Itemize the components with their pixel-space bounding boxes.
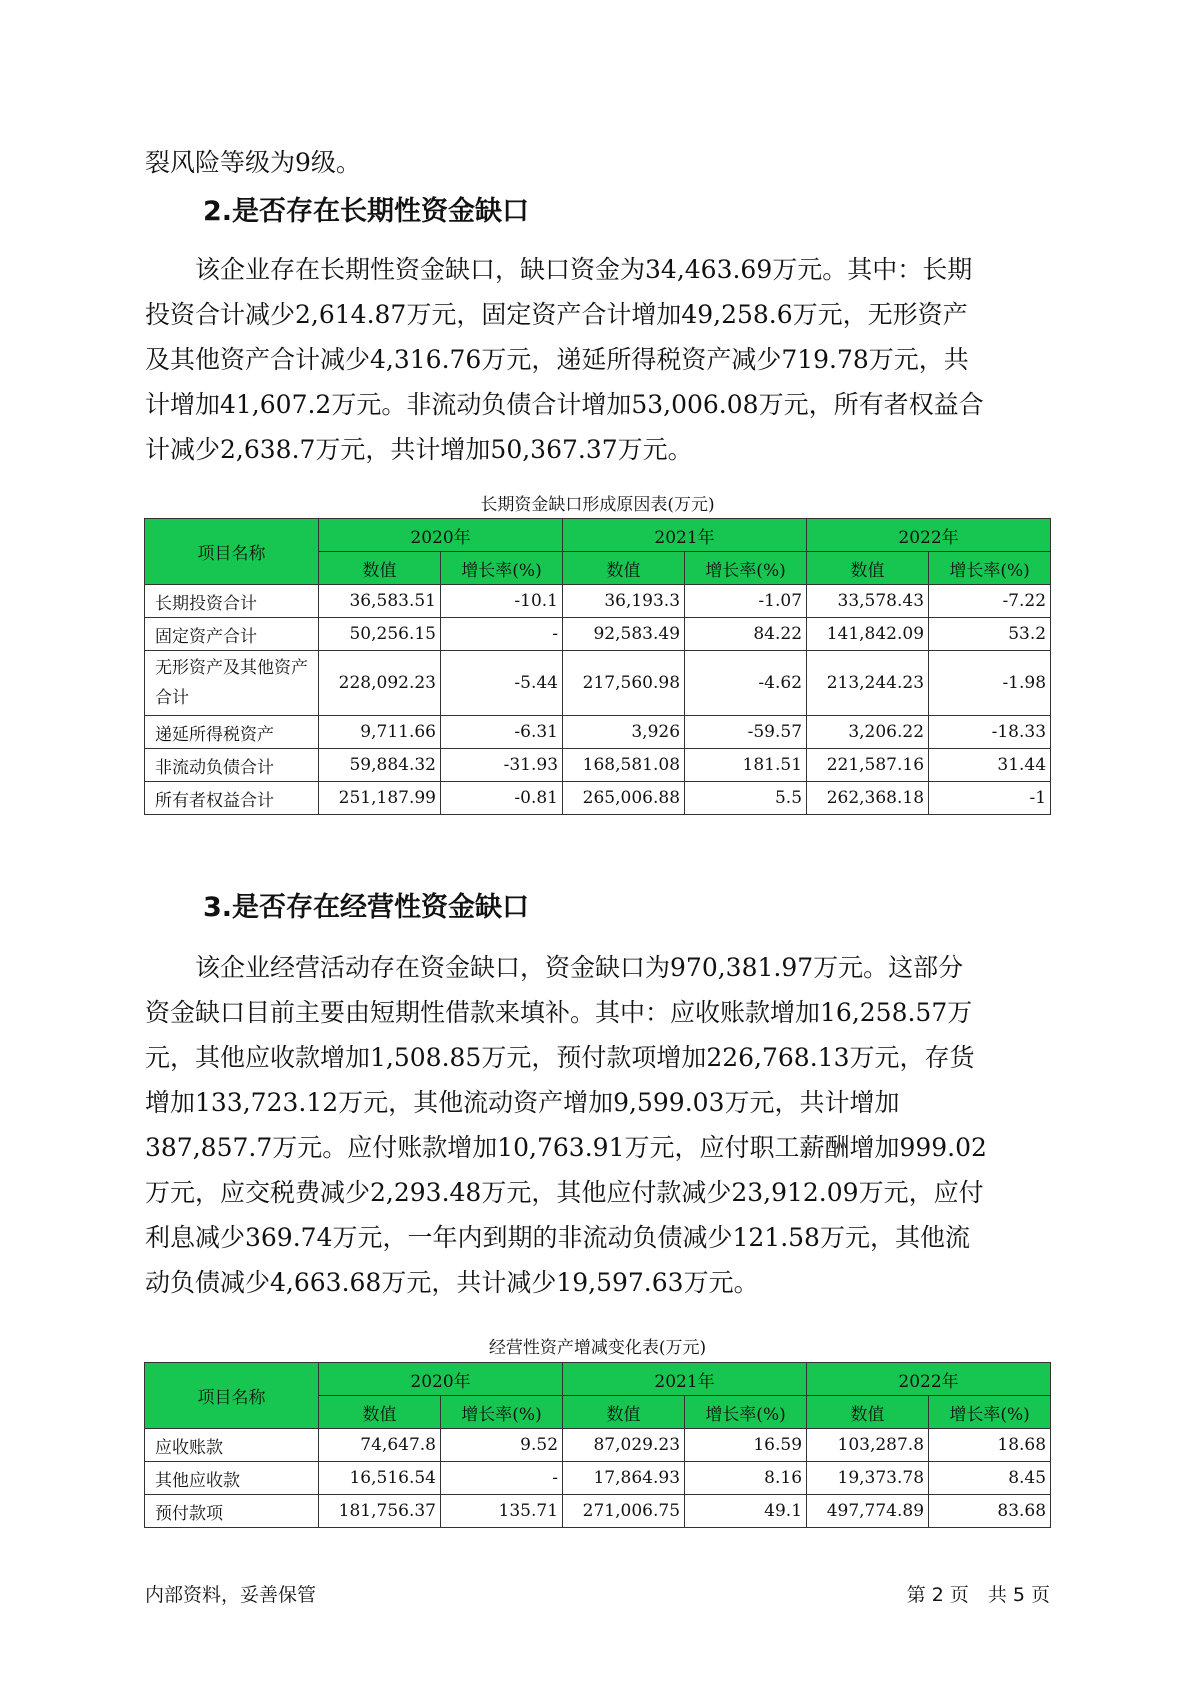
- rate-cell: -: [441, 618, 563, 651]
- paragraph-line: 动负债减少4,663.68万元，共计减少19,597.63万元。: [145, 1268, 759, 1297]
- value-cell: 265,006.88: [563, 782, 685, 815]
- rate-cell: -4.62: [685, 651, 807, 716]
- rate-cell: 8.45: [929, 1462, 1051, 1495]
- rate-cell: 181.51: [685, 749, 807, 782]
- table-row: [145, 1495, 1051, 1528]
- rate-cell: 31.44: [929, 749, 1051, 782]
- rate-cell: 9.52: [441, 1429, 563, 1462]
- value-cell: 9,711.66: [319, 716, 441, 749]
- rate-cell: -31.93: [441, 749, 563, 782]
- row-name: 其他应收款: [145, 1462, 319, 1495]
- rate-cell: -5.44: [441, 651, 563, 716]
- row-name: 递延所得税资产: [145, 716, 319, 749]
- value-cell: 217,560.98: [563, 651, 685, 716]
- year-header: 2021年: [563, 1363, 807, 1396]
- value-header: 数值: [807, 1396, 929, 1429]
- long-term-funding-gap-table: [144, 518, 1051, 815]
- year-header: 2022年: [807, 1363, 1051, 1396]
- rate-cell: 135.71: [441, 1495, 563, 1528]
- rate-cell: -6.31: [441, 716, 563, 749]
- value-cell: 271,006.75: [563, 1495, 685, 1528]
- growth-rate-header: 增长率(%): [685, 552, 807, 585]
- value-header: 数值: [563, 1396, 685, 1429]
- item-name-header: 项目名称: [145, 519, 319, 585]
- value-cell: 213,244.23: [807, 651, 929, 716]
- year-header: 2022年: [807, 519, 1051, 552]
- paragraph-line: 计减少2,638.7万元，共计增加50,367.37万元。: [145, 435, 693, 464]
- value-cell: 50,256.15: [319, 618, 441, 651]
- value-cell: 87,029.23: [563, 1429, 685, 1462]
- table-row: [145, 618, 1051, 651]
- paragraph-line: 计增加41,607.2万元。非流动负债合计增加53,006.08万元，所有者权益合: [145, 390, 984, 419]
- paragraph-line: 投资合计减少2,614.87万元，固定资产合计增加49,258.6万元，无形资产: [145, 300, 968, 329]
- value-cell: 92,583.49: [563, 618, 685, 651]
- rate-cell: 53.2: [929, 618, 1051, 651]
- paragraph-line: 资金缺口目前主要由短期性借款来填补。其中：应收账款增加16,258.57万: [145, 998, 973, 1027]
- rate-cell: 16.59: [685, 1429, 807, 1462]
- value-cell: 181,756.37: [319, 1495, 441, 1528]
- table-row: [145, 782, 1051, 815]
- value-cell: 19,373.78: [807, 1462, 929, 1495]
- growth-rate-header: 增长率(%): [685, 1396, 807, 1429]
- value-cell: 228,092.23: [319, 651, 441, 716]
- row-name: 无形资产及其他资产合计: [145, 651, 319, 716]
- section-2-heading: 2.是否存在长期性资金缺口: [203, 196, 530, 227]
- rate-cell: -10.1: [441, 585, 563, 618]
- rate-cell: 5.5: [685, 782, 807, 815]
- row-name: 非流动负债合计: [145, 749, 319, 782]
- value-cell: 141,842.09: [807, 618, 929, 651]
- paragraph-line: 387,857.7万元。应付账款增加10,763.91万元，应付职工薪酬增加999.02: [145, 1133, 987, 1162]
- rate-cell: -1: [929, 782, 1051, 815]
- value-cell: 103,287.8: [807, 1429, 929, 1462]
- footer-confidential-note: 内部资料，妥善保管: [145, 1584, 317, 1606]
- rate-cell: -7.22: [929, 585, 1051, 618]
- growth-rate-header: 增长率(%): [441, 1396, 563, 1429]
- row-name: 应收账款: [145, 1429, 319, 1462]
- intro-paragraph: 裂风险等级为9级。: [145, 148, 361, 177]
- item-name-header: 项目名称: [145, 1363, 319, 1429]
- section-2-paragraph: [145, 247, 1050, 472]
- rate-cell: -0.81: [441, 782, 563, 815]
- value-cell: 3,926: [563, 716, 685, 749]
- value-header: 数值: [319, 552, 441, 585]
- operating-assets-change-table: [144, 1362, 1051, 1528]
- value-cell: 251,187.99: [319, 782, 441, 815]
- value-cell: 59,884.32: [319, 749, 441, 782]
- table-row: [145, 749, 1051, 782]
- table-row: [145, 716, 1051, 749]
- value-cell: 168,581.08: [563, 749, 685, 782]
- footer-page-number: 第 2 页 共 5 页: [906, 1584, 1050, 1606]
- value-header: 数值: [807, 552, 929, 585]
- value-cell: 33,578.43: [807, 585, 929, 618]
- value-header: 数值: [319, 1396, 441, 1429]
- value-cell: 497,774.89: [807, 1495, 929, 1528]
- rate-cell: 49.1: [685, 1495, 807, 1528]
- table-row: [145, 1462, 1051, 1495]
- paragraph-line: 万元，应交税费减少2,293.48万元，其他应付款减少23,912.09万元，应付: [145, 1178, 984, 1207]
- rate-cell: -59.57: [685, 716, 807, 749]
- year-header: 2021年: [563, 519, 807, 552]
- paragraph-line: 元，其他应收款增加1,508.85万元，预付款项增加226,768.13万元，存货: [145, 1043, 975, 1072]
- rate-cell: -1.98: [929, 651, 1051, 716]
- growth-rate-header: 增长率(%): [929, 552, 1051, 585]
- year-header: 2020年: [319, 1363, 563, 1396]
- value-cell: 17,864.93: [563, 1462, 685, 1495]
- row-name: 长期投资合计: [145, 585, 319, 618]
- rate-cell: -1.07: [685, 585, 807, 618]
- table-1-caption: 长期资金缺口形成原因表(万元): [480, 495, 715, 515]
- value-cell: 74,647.8: [319, 1429, 441, 1462]
- section-3-paragraph: [145, 945, 1050, 1305]
- value-cell: 36,583.51: [319, 585, 441, 618]
- row-name: 所有者权益合计: [145, 782, 319, 815]
- rate-cell: -: [441, 1462, 563, 1495]
- value-cell: 221,587.16: [807, 749, 929, 782]
- paragraph-line: 该企业存在长期性资金缺口，缺口资金为34,463.69万元。其中：长期: [145, 255, 973, 284]
- row-name: 固定资产合计: [145, 618, 319, 651]
- paragraph-line: 增加133,723.12万元，其他流动资产增加9,599.03万元，共计增加: [145, 1088, 900, 1117]
- value-cell: 16,516.54: [319, 1462, 441, 1495]
- row-name: 预付款项: [145, 1495, 319, 1528]
- paragraph-line: 该企业经营活动存在资金缺口，资金缺口为970,381.97万元。这部分: [145, 953, 964, 982]
- table-row: [145, 1429, 1051, 1462]
- rate-cell: 84.22: [685, 618, 807, 651]
- rate-cell: 18.68: [929, 1429, 1051, 1462]
- table-2-caption: 经营性资产增减变化表(万元): [488, 1338, 707, 1358]
- table-row: [145, 651, 1051, 716]
- year-header: 2020年: [319, 519, 563, 552]
- section-3-heading: 3.是否存在经营性资金缺口: [203, 892, 530, 923]
- paragraph-line: 及其他资产合计减少4,316.76万元，递延所得税资产减少719.78万元，共: [145, 345, 969, 374]
- growth-rate-header: 增长率(%): [441, 552, 563, 585]
- value-cell: 262,368.18: [807, 782, 929, 815]
- rate-cell: 8.16: [685, 1462, 807, 1495]
- rate-cell: 83.68: [929, 1495, 1051, 1528]
- value-cell: 36,193.3: [563, 585, 685, 618]
- value-header: 数值: [563, 552, 685, 585]
- table-row: [145, 585, 1051, 618]
- paragraph-line: 利息减少369.74万元，一年内到期的非流动负债减少121.58万元，其他流: [145, 1223, 970, 1252]
- growth-rate-header: 增长率(%): [929, 1396, 1051, 1429]
- value-cell: 3,206.22: [807, 716, 929, 749]
- rate-cell: -18.33: [929, 716, 1051, 749]
